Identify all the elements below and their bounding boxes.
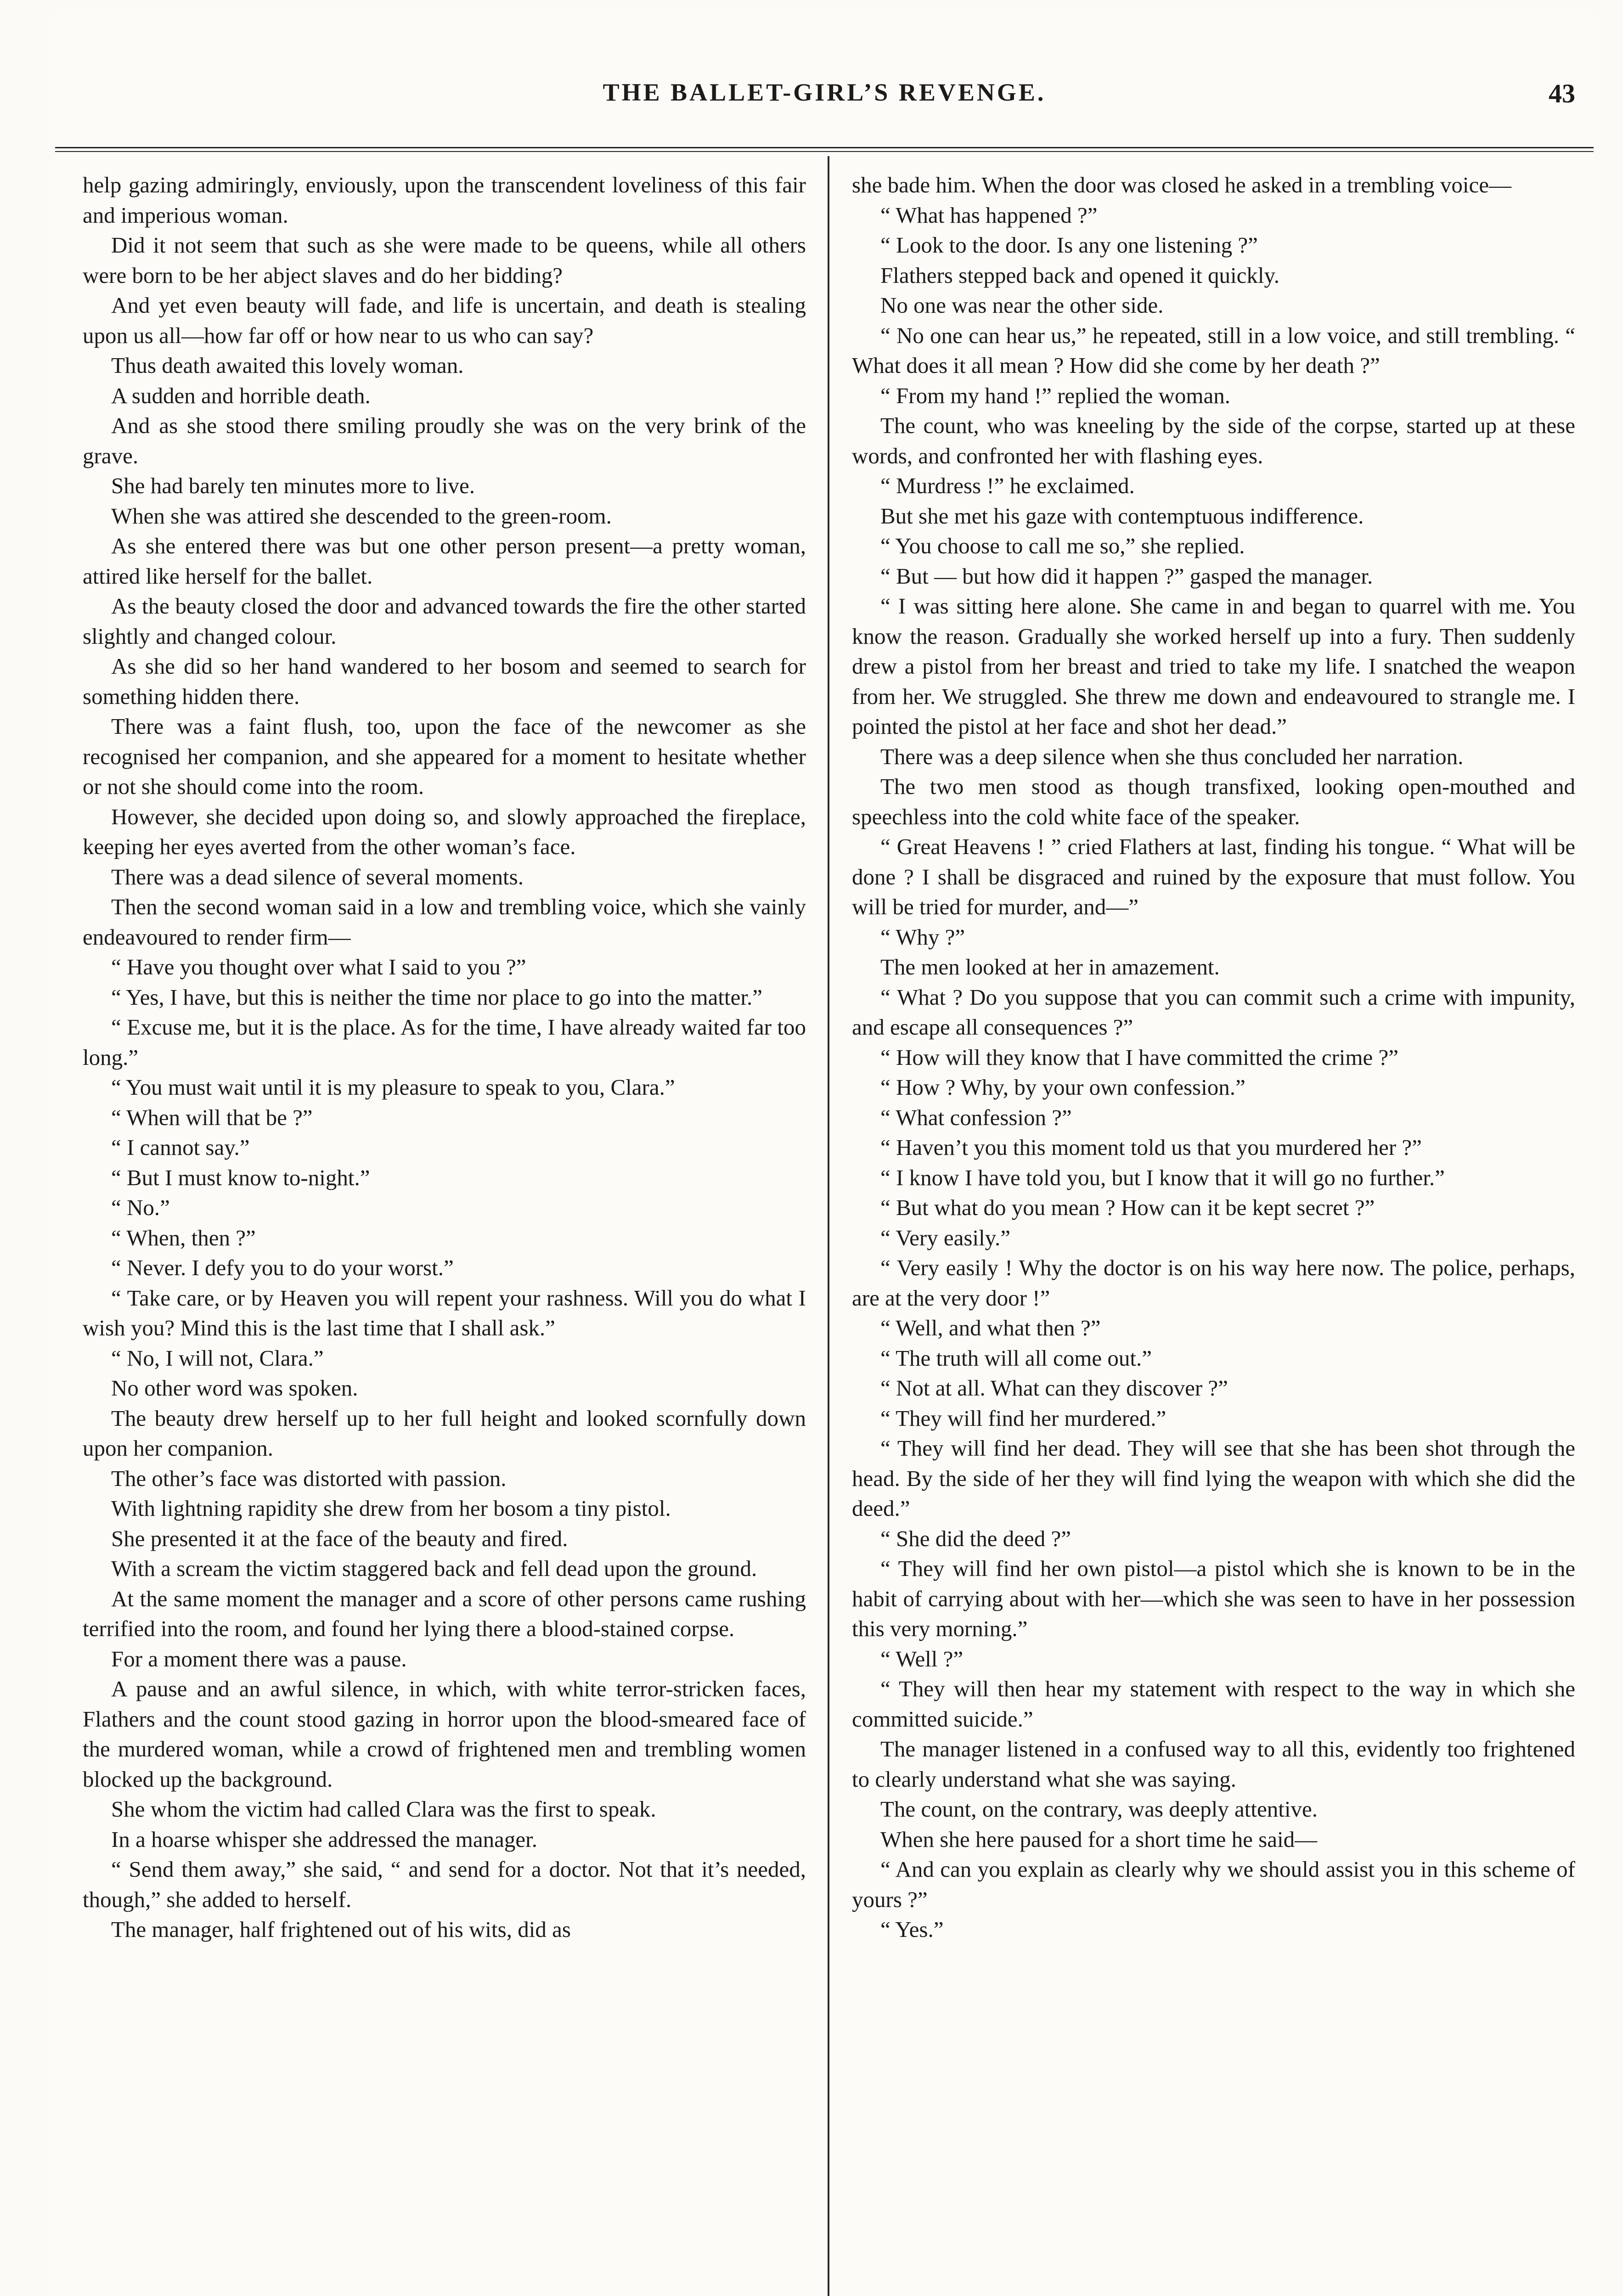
paragraph: The manager listened in a confused way to all this, evidently too frightened to clearly understand what she was saying. [852, 1736, 1575, 1792]
paragraph: The men looked at her in amazement. [880, 954, 1220, 979]
paragraph: As she entered there was but one other person present—a pretty woman, attired like herself for the ballet. [83, 533, 806, 589]
paragraph: “ You must wait until it is my pleasure to speak to you, Clara.” [111, 1075, 675, 1100]
paragraph: “ But — but how did it happen ?” gasped the manager. [880, 563, 1373, 589]
paragraph: “ How ? Why, by your own confession.” [880, 1075, 1245, 1100]
paragraph: “ Very easily.” [880, 1225, 1010, 1250]
paragraph: “ Murdress !” he exclaimed. [880, 473, 1135, 498]
paragraph: “ Yes, I have, but this is neither the time nor place to go into the matter.” [111, 984, 762, 1010]
paragraph: And yet even beauty will fade, and life is uncertain, and death is stealing upon us all—how far off or how near to us who can say? [83, 293, 806, 348]
running-title: THE BALLET-GIRL’S REVENGE. [603, 79, 1046, 106]
paragraph: “ Excuse me, but it is the place. As for the time, I have already waited far too long.” [83, 1014, 806, 1070]
page-number: 43 [1549, 79, 1575, 108]
magazine-page [55, 14, 1594, 2296]
paragraph: “ Well, and what then ?” [880, 1315, 1101, 1340]
paragraph: The beauty drew herself up to her full height and looked scornfully down upon her companion. [83, 1405, 806, 1461]
paragraph: “ Well ?” [880, 1646, 964, 1671]
column-divider [828, 156, 829, 2296]
paragraph: With a scream the victim staggered back and fell dead upon the ground. [111, 1556, 757, 1581]
paragraph: “ I was sitting here alone. She came in and began to quarrel with me. You know the reason. Gradually she worked herself up into a fury. Then suddenly drew a pistol from her breast and tried to take my life. I snatched the weapon from her. We struggled. She threw me down and endeavoured to strangle me. I pointed the pistol at her face and shot her dead.” [852, 593, 1575, 739]
paragraph: “ Not at all. What can they discover ?” [880, 1375, 1228, 1401]
paragraph: “ Look to the door. Is any one listening ?” [880, 232, 1258, 258]
paragraph: No one was near the other side. [880, 293, 1164, 318]
paragraph: “ Yes.” [880, 1917, 944, 1942]
paragraph: help gazing admiringly, enviously, upon the transcendent loveliness of this fair and imperious woman. [83, 172, 806, 228]
paragraph: A sudden and horrible death. [111, 383, 371, 408]
paragraph: When she here paused for a short time he said— [880, 1826, 1318, 1852]
header-rule [55, 147, 1594, 152]
running-header [55, 78, 1594, 119]
paragraph: There was a dead silence of several moments. [111, 864, 524, 889]
paragraph: No other word was spoken. [111, 1375, 358, 1401]
paragraph: At the same moment the manager and a score of other persons came rushing terrified into the room, and found her lying there a blood-stained corpse. [83, 1586, 806, 1641]
paragraph: “ When will that be ?” [111, 1104, 313, 1130]
paragraph: “ But I must know to-night.” [111, 1165, 370, 1190]
paragraph: When she was attired she descended to the green-room. [111, 503, 612, 529]
paragraph: And as she stood there smiling proudly she was on the very brink of the grave. [83, 413, 806, 468]
paragraph: The other’s face was distorted with passion. [111, 1465, 507, 1491]
paragraph: For a moment there was a pause. [111, 1646, 407, 1671]
paragraph: The manager, half frightened out of his wits, did as [111, 1917, 571, 1942]
paragraph: “ Take care, or by Heaven you will repent your rashness. Will you do what I wish you? Mind this is the last time that I shall ask.” [83, 1285, 806, 1340]
paragraph: She whom the victim had called Clara was the first to speak. [111, 1796, 656, 1822]
paragraph: “ No one can hear us,” he repeated, still in a low voice, and still trembling. “ What does it all mean ? How did she come by her death ?” [852, 322, 1575, 378]
paragraph: “ They will find her dead. They will see that she has been shot through the head. By the side of her they will find lying the weapon with which she did the deed.” [852, 1435, 1575, 1521]
paragraph: “ When, then ?” [111, 1225, 256, 1250]
paragraph: Thus death awaited this lovely woman. [111, 353, 464, 378]
paragraph: Did it not seem that such as she were made to be queens, while all others were born to be her abject slaves and do her bidding? [83, 232, 806, 288]
paragraph: The count, on the contrary, was deeply attentive. [880, 1796, 1318, 1822]
paragraph: “ The truth will all come out.” [880, 1345, 1152, 1371]
paragraph: Then the second woman said in a low and trembling voice, which she vainly endeavoured to render firm— [83, 894, 806, 950]
paragraph: “ From my hand !” replied the woman. [880, 383, 1231, 408]
paragraph: “ I know I have told you, but I know that it will go no further.” [880, 1165, 1445, 1190]
paragraph: “ What has happened ?” [880, 202, 1098, 228]
paragraph: she bade him. When the door was closed he asked in a trembling voice— [852, 172, 1512, 197]
paragraph: With lightning rapidity she drew from her bosom a tiny pistol. [111, 1496, 671, 1521]
paragraph: “ Very easily ! Why the doctor is on his way here now. The police, perhaps, are at the very door !” [852, 1255, 1575, 1311]
paragraph: In a hoarse whisper she addressed the manager. [111, 1826, 537, 1852]
paragraph: “ She did the deed ?” [880, 1525, 1071, 1551]
paragraph: “ They will find her own pistol—a pistol which she is known to be in the habit of carrying about with her—which she was seen to have in her possession this very morning.” [852, 1556, 1575, 1641]
paragraph: She presented it at the face of the beauty and fired. [111, 1525, 568, 1551]
paragraph: “ Send them away,” she said, “ and send for a doctor. Not that it’s needed, though,” she added to herself. [83, 1857, 806, 1912]
paragraph: “ But what do you mean ? How can it be kept secret ?” [880, 1195, 1375, 1220]
paragraph: “ Haven’t you this moment told us that you murdered her ?” [880, 1135, 1422, 1160]
paragraph: “ Have you thought over what I said to you ?” [111, 954, 526, 979]
paragraph: “ How will they know that I have committed the crime ?” [880, 1044, 1399, 1070]
paragraph: But she met his gaze with contemptuous indifference. [880, 503, 1364, 529]
paragraph: Flathers stepped back and opened it quickly. [880, 262, 1280, 288]
paragraph: As the beauty closed the door and advanced towards the fire the other started slightly and changed colour. [83, 593, 806, 649]
paragraph: The two men stood as though transfixed, looking open-mouthed and speechless into the cold white face of the speaker. [852, 774, 1575, 829]
paragraph: She had barely ten minutes more to live. [111, 473, 475, 498]
paragraph: However, she decided upon doing so, and slowly approached the fireplace, keeping her eyes averted from the other woman’s face. [83, 804, 806, 859]
paragraph: As she did so her hand wandered to her bosom and seemed to search for something hidden there. [83, 653, 806, 709]
paragraph: “ What ? Do you suppose that you can commit such a crime with impunity, and escape all consequences ?” [852, 984, 1575, 1040]
right-column [852, 170, 1575, 2296]
paragraph: The count, who was kneeling by the side of the corpse, started up at these words, and confronted her with flashing eyes. [852, 413, 1575, 468]
paragraph: “ No.” [111, 1195, 170, 1220]
left-column [83, 170, 806, 2296]
paragraph: A pause and an awful silence, in which, with white terror-stricken faces, Flathers and the count stood gazing in horror upon the blood-smeared face of the murdered woman, while a crowd of frightened men and trembling women blocked up the background. [83, 1676, 806, 1792]
paragraph: “ You choose to call me so,” she replied. [880, 533, 1245, 558]
paragraph: “ They will then hear my statement with respect to the way in which she committed suicide.” [852, 1676, 1575, 1732]
paragraph: There was a deep silence when she thus concluded her narration. [880, 743, 1464, 769]
paragraph: “ No, I will not, Clara.” [111, 1345, 324, 1371]
paragraph: “ What confession ?” [880, 1104, 1072, 1130]
paragraph: “ Never. I defy you to do your worst.” [111, 1255, 454, 1280]
paragraph: “ Why ?” [880, 924, 965, 950]
paragraph: “ And can you explain as clearly why we should assist you in this scheme of yours ?” [852, 1857, 1575, 1912]
paragraph: “ Great Heavens ! ” cried Flathers at last, finding his tongue. “ What will be done ? I shall be disgraced and ruined by the exposure that must follow. You will be tried for murder, and—” [852, 834, 1575, 919]
paragraph: There was a faint flush, too, upon the face of the newcomer as she recognised her companion, and she appeared for a moment to hesitate whether or not she should come into the room. [83, 714, 806, 799]
paragraph: “ They will find her murdered.” [880, 1405, 1167, 1431]
paragraph: “ I cannot say.” [111, 1135, 250, 1160]
